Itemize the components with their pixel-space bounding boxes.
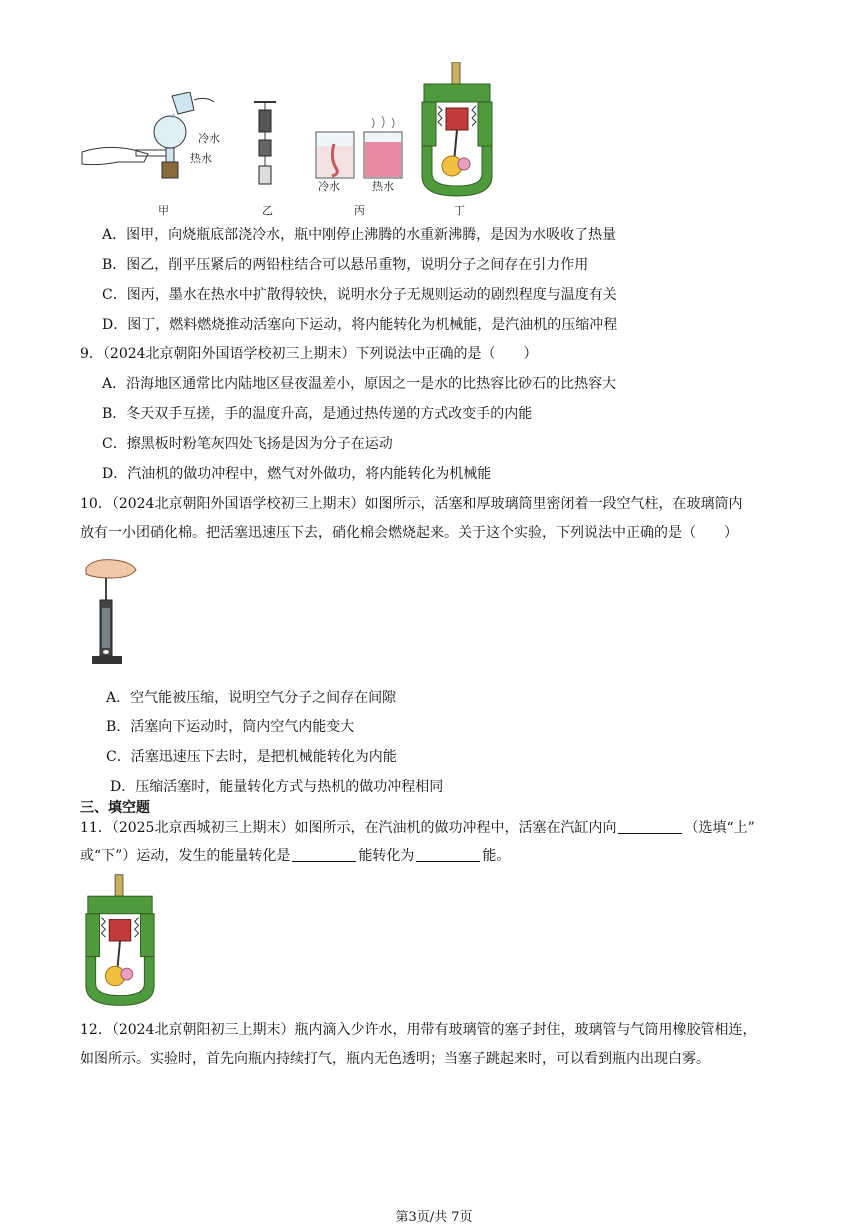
- figure-ding-engine: [418, 62, 496, 198]
- q11-text-2b: 能转化为: [358, 848, 415, 864]
- label-hot-water: 热水: [190, 152, 212, 165]
- q11-text-1a: 11．（2025北京西城初三上期末）如图所示，在汽油机的做功冲程中，活塞在汽缸内向: [80, 820, 617, 836]
- q9-option-d: D．汽油机的做功冲程中，燃气对外做功，将内能转化为机械能: [102, 466, 492, 482]
- q11-blank-energy-to[interactable]: [416, 847, 480, 862]
- label-cold-water: 冷水: [198, 132, 220, 145]
- q11-blank-direction[interactable]: [618, 819, 682, 834]
- section-title-fill-in: 三、填空题: [80, 800, 150, 816]
- figure-bing: [312, 114, 408, 184]
- q9-option-b: B．冬天双手互搓，手的温度升高，是通过热传递的方式改变手的内能: [102, 406, 533, 422]
- page-footer: 第3页/共 7页: [395, 1210, 473, 1225]
- label-ding: 丁: [454, 204, 465, 217]
- q10-option-b: B．活塞向下运动时，筒内空气内能变大: [106, 719, 355, 735]
- q10-stem-line2: 放有一小团硝化棉。把活塞迅速压下去，硝化棉会燃烧起来。关于这个实验，下列说法中正确的是（ ）: [80, 525, 738, 541]
- q10-stem-line1: 10．（2024北京朝阳外国语学校初三上期末）如图所示，活塞和厚玻璃筒里密闭着一段空气柱，在玻璃筒内: [80, 496, 743, 512]
- q11-text-2a: 或“下”）运动，发生的能量转化是: [80, 848, 291, 864]
- label-jia: 甲: [158, 204, 169, 217]
- q9-option-a: A．沿海地区通常比内陆地区昼夜温差小，原因之一是水的比热容比砂石的比热容大: [102, 376, 617, 392]
- q12-line2: 如图所示。实验时，首先向瓶内持续打气，瓶内无色透明；当塞子跳起来时，可以看到瓶内出现白雾。: [80, 1051, 710, 1067]
- q8-option-a: A．图甲，向烧瓶底部浇冷水，瓶中刚停止沸腾的水重新沸腾，是因为水吸收了热量: [102, 227, 617, 243]
- q8-option-b: B．图乙，削平压紧后的两铅柱结合可以悬吊重物，说明分子之间存在引力作用: [102, 257, 589, 273]
- figure-yi: [250, 98, 280, 188]
- q11-line1: [80, 818, 755, 838]
- q8-option-d: D．图丁，燃料燃烧推动活塞向下运动，将内能转化为机械能，是汽油机的压缩冲程: [102, 317, 618, 333]
- q10-option-c: C．活塞迅速压下去时，是把机械能转化为内能: [106, 749, 397, 765]
- q12-line1: 12．（2024北京朝阳初三上期末）瓶内滴入少许水，用带有玻璃管的塞子封住，玻璃管与气筒用橡胶管相连，: [80, 1022, 757, 1038]
- q9-stem: 9．（2024北京朝阳外国语学校初三上期末）下列说法中正确的是（ ）: [80, 346, 538, 362]
- q10-option-d: D．压缩活塞时，能量转化方式与热机的做功冲程相同: [110, 779, 444, 795]
- q8-option-c: C．图丙，墨水在热水中扩散得较快，说明水分子无规则运动的剧烈程度与温度有关: [102, 287, 617, 303]
- q11-text-2c: 能。: [482, 848, 511, 864]
- q11-text-1b: （选填“上”: [684, 820, 755, 836]
- label-yi: 乙: [262, 204, 273, 217]
- q10-figure-compression-tube: [84, 556, 138, 672]
- q11-blank-energy-from[interactable]: [292, 847, 356, 862]
- label-bing-cold: 冷水: [318, 180, 340, 193]
- q9-option-c: C．擦黑板时粉笔灰四处飞扬是因为分子在运动: [102, 436, 393, 452]
- q10-option-a: A．空气能被压缩，说明空气分子之间存在间隙: [106, 690, 397, 706]
- q11-figure-engine: [82, 874, 158, 1008]
- q11-line2: [80, 846, 510, 866]
- figure-top: [78, 62, 508, 222]
- label-bing: 丙: [354, 204, 365, 217]
- label-bing-hot: 热水: [372, 180, 394, 193]
